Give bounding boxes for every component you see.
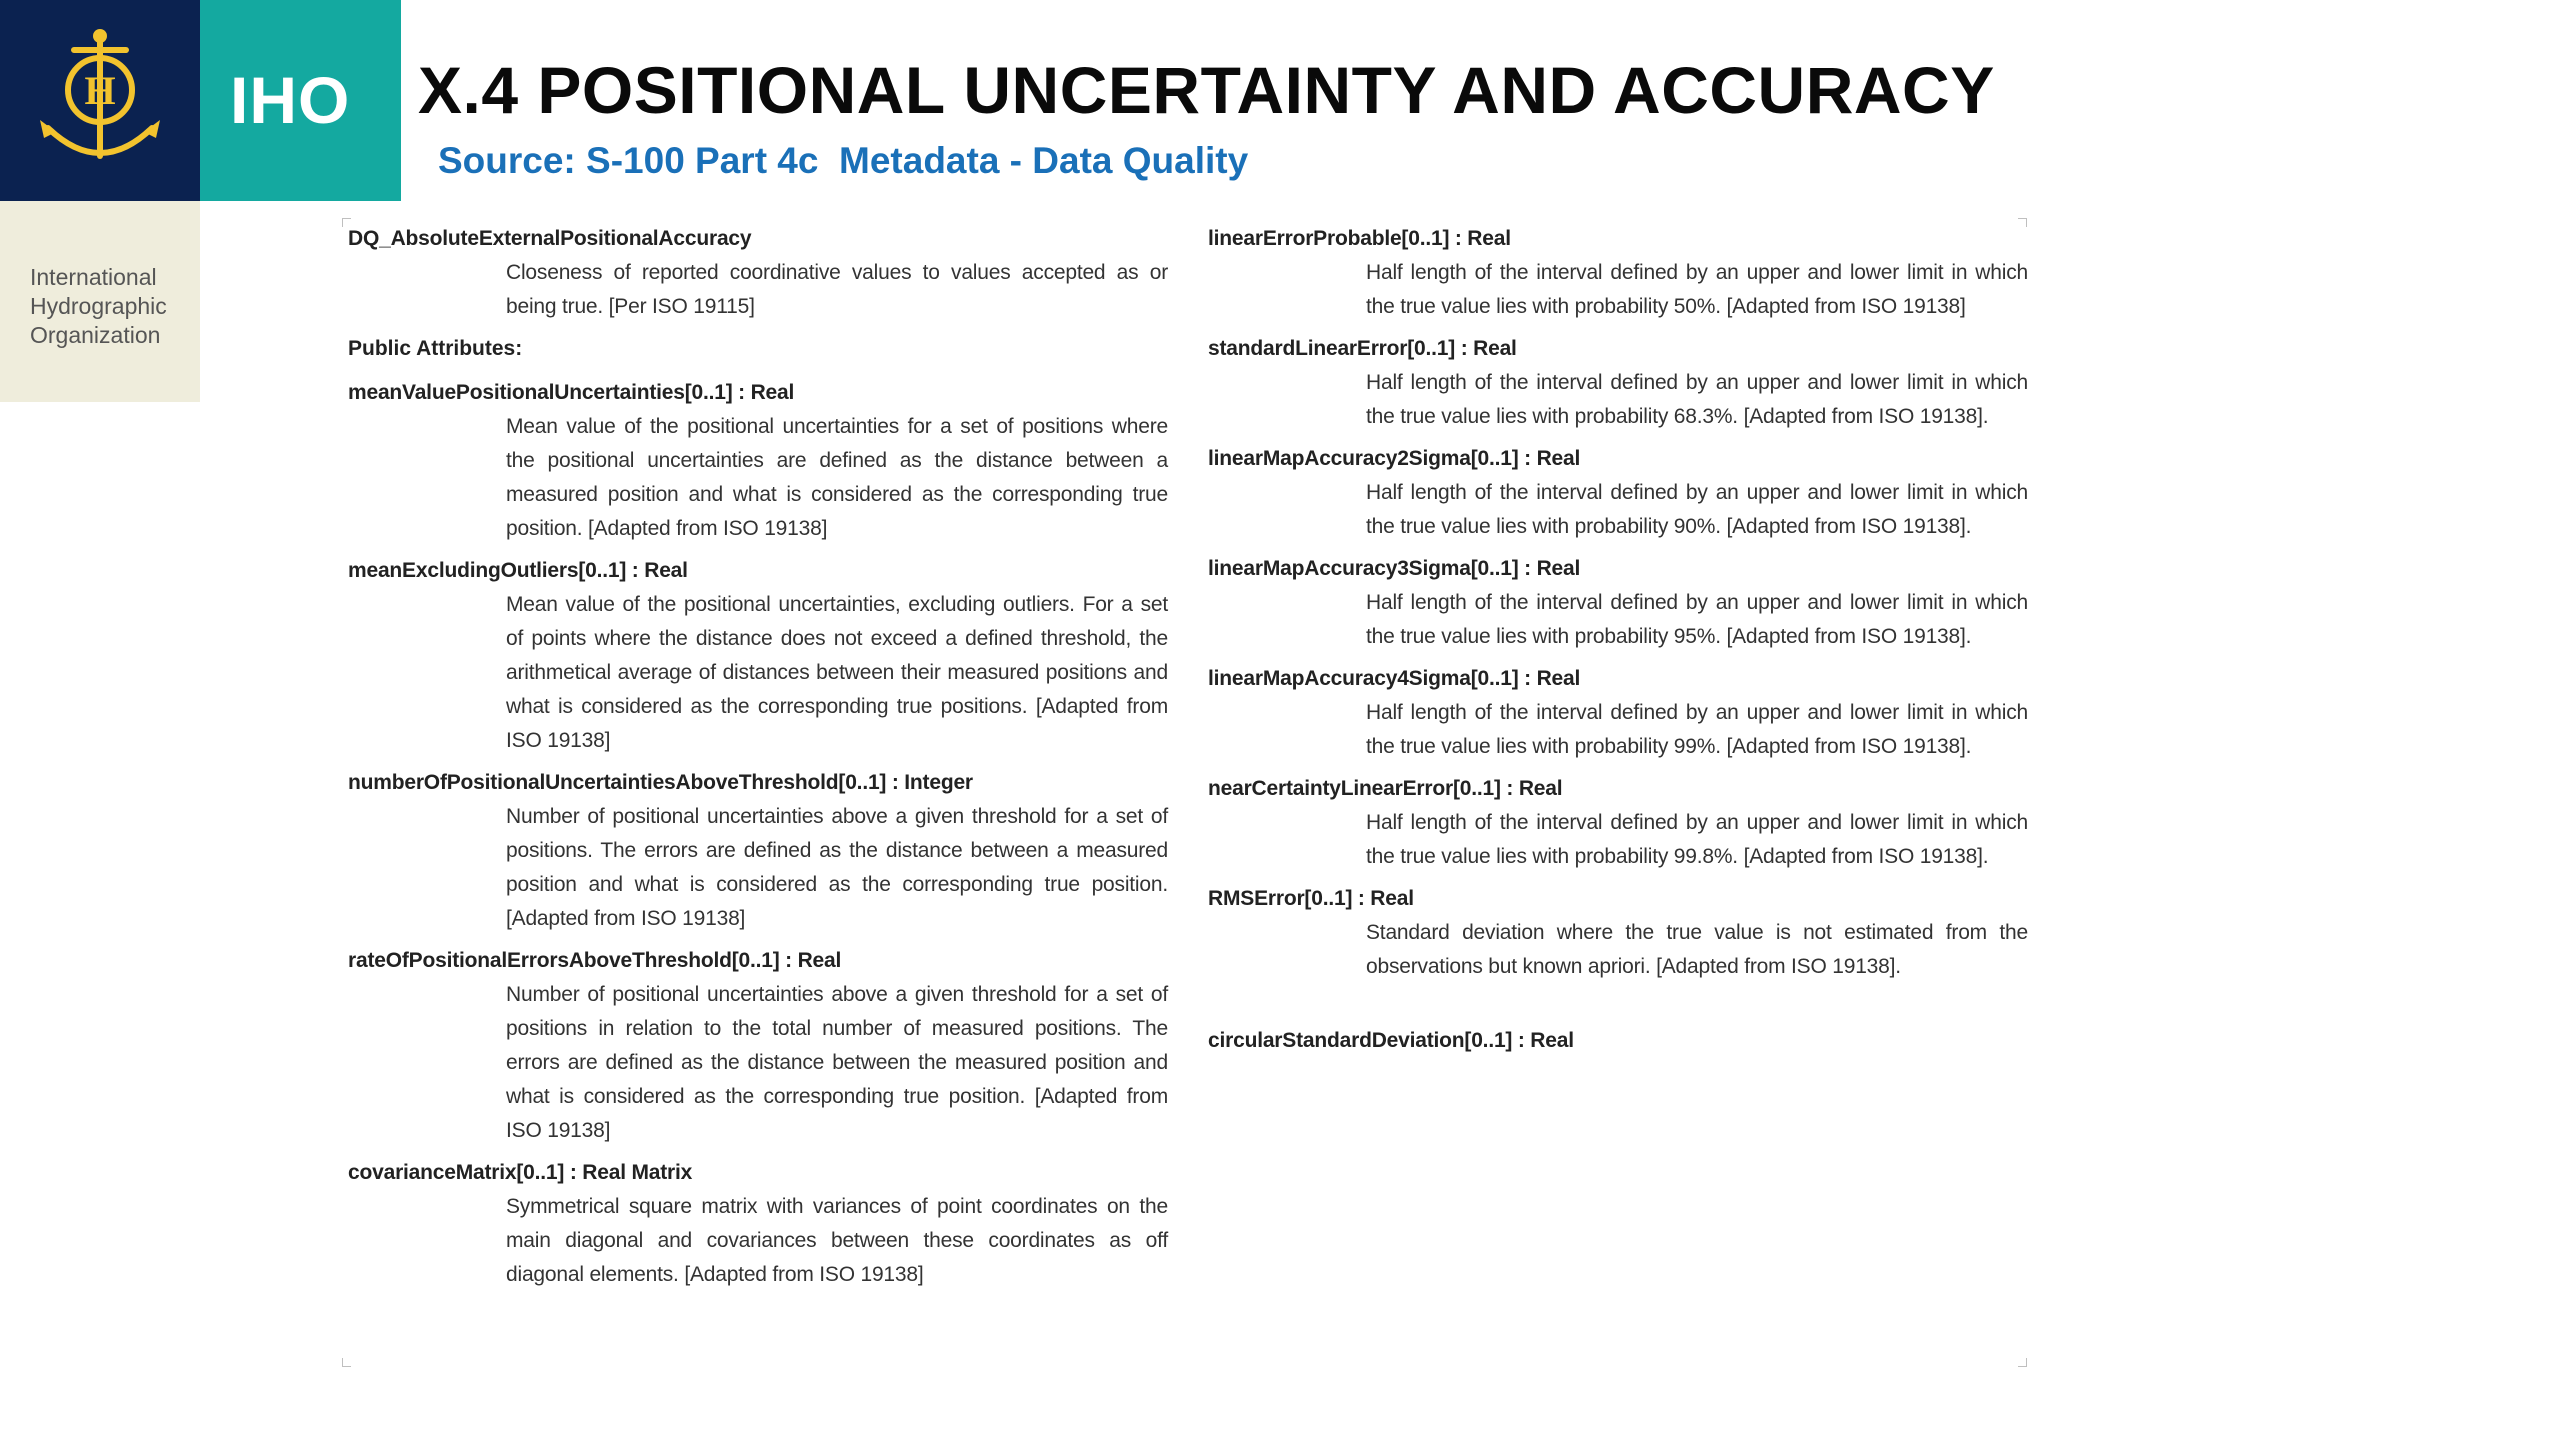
iho-emblem-block: [0, 0, 200, 201]
attribute-entry: [348, 376, 1168, 546]
attribute-title: linearMapAccuracy4Sigma[0..1] : Real: [1208, 667, 1581, 690]
attribute-entry: [348, 554, 1168, 758]
attribute-title: rateOfPositionalErrorsAboveThreshold[0..1] : Real: [348, 949, 842, 972]
attribute-description: Half length of the interval defined by an upper and lower limit in which the true value lies with probability 68.3%. [Adapted from ISO 19138].: [1366, 371, 2028, 428]
attribute-title: nearCertaintyLinearError[0..1] : Real: [1208, 777, 1563, 800]
iho-brand-block: [200, 0, 401, 201]
attribute-title: linearMapAccuracy3Sigma[0..1] : Real: [1208, 557, 1581, 580]
attribute-title: circularStandardDeviation[0..1] : Real: [1208, 1029, 1574, 1052]
attribute-entry: [1208, 442, 2028, 544]
corner-mark: [342, 1358, 351, 1367]
attribute-description: Mean value of the positional uncertainties, excluding outliers. For a set of points where the distance does not exceed a defined threshold, the arithmetical average of distances between their measured positions and what is considered as the corresponding true positions. [Adapted from ISO 19138]: [506, 593, 1168, 752]
attribute-title: standardLinearError[0..1] : Real: [1208, 337, 1517, 360]
attribute-description: Half length of the interval defined by an upper and lower limit in which the true value lies with probability 95%. [Adapted from ISO 19138].: [1366, 591, 2028, 648]
class-description: Closeness of reported coordinative values to values accepted as or being true. [Per ISO 19115]: [506, 261, 1168, 318]
attribute-entry: [1208, 662, 2028, 764]
attribute-description: Number of positional uncertainties above a given threshold for a set of positions. The errors are defined as the distance between a measured position and what is considered as the corresponding true position. [Adapted from ISO 19138]: [506, 805, 1168, 930]
attribute-description: Symmetrical square matrix with variances of point coordinates on the main diagonal and covariances between these coordinates as off diagonal elements. [Adapted from ISO 19138]: [506, 1195, 1168, 1286]
attribute-description: Standard deviation where the true value is not estimated from the observations but known apriori. [Adapted from ISO 19138].: [1366, 921, 2028, 978]
attribute-title: linearMapAccuracy2Sigma[0..1] : Real: [1208, 447, 1581, 470]
anchor-emblem-icon: [34, 28, 166, 170]
svg-text:H: H: [84, 68, 116, 113]
attribute-description: Half length of the interval defined by an upper and lower limit in which the true value lies with probability 50%. [Adapted from ISO 19138]: [1366, 261, 2028, 318]
attribute-description: Half length of the interval defined by an upper and lower limit in which the true value lies with probability 99.8%. [Adapted from ISO 19138].: [1366, 811, 2028, 868]
attribute-entry: [348, 944, 1168, 1148]
attribute-title: meanValuePositionalUncertainties[0..1] : Real: [348, 381, 795, 404]
attribute-description: Half length of the interval defined by an upper and lower limit in which the true value lies with probability 90%. [Adapted from ISO 19138].: [1366, 481, 2028, 538]
page-title: X.4 POSITIONAL UNCERTAINTY AND ACCURACY: [418, 53, 1995, 127]
section-label: Public Attributes:: [348, 337, 523, 360]
attribute-title: numberOfPositionalUncertaintiesAboveThreshold[0..1] : Integer: [348, 771, 973, 794]
iho-logo-text: IHO: [230, 63, 351, 137]
attribute-description: Half length of the interval defined by an upper and lower limit in which the true value lies with probability 99%. [Adapted from ISO 19138].: [1366, 701, 2028, 758]
attribute-entry: [348, 766, 1168, 936]
attribute-title: linearErrorProbable[0..1] : Real: [1208, 227, 1511, 250]
attribute-entry: [1208, 772, 2028, 874]
attribute-title: meanExcludingOutliers[0..1] : Real: [348, 559, 688, 582]
attribute-entry: [1208, 552, 2028, 654]
page-subtitle: Source: S-100 Part 4c Metadata - Data Quality: [438, 140, 1249, 181]
left-column: [348, 222, 1168, 1300]
attribute-title: covarianceMatrix[0..1] : Real Matrix: [348, 1161, 693, 1184]
attribute-description: Mean value of the positional uncertainties for a set of positions where the positional uncertainties are defined as the distance between a measured position and what is considered as the corresponding true position. [Adapted from ISO 19138]: [506, 415, 1168, 540]
attribute-entry: [1208, 332, 2028, 434]
attribute-description: Number of positional uncertainties above a given threshold for a set of positions in relation to the total number of measured positions. The errors are defined as the distance between the measured position and what is considered as the corresponding true position. [Adapted from ISO 19138]: [506, 983, 1168, 1142]
attribute-entry: [348, 1156, 1168, 1292]
attribute-entry: [1208, 1024, 2028, 1058]
corner-mark: [2018, 1358, 2027, 1367]
attribute-entry: [1208, 222, 2028, 324]
attribute-entry: [1208, 882, 2028, 984]
class-entry: [348, 222, 1168, 324]
class-name: DQ_AbsoluteExternalPositionalAccuracy: [348, 227, 752, 250]
org-name: International Hydrographic Organization: [30, 264, 167, 348]
right-column: [1208, 222, 2028, 1066]
org-name-block: [0, 201, 200, 402]
attribute-title: RMSError[0..1] : Real: [1208, 887, 1414, 910]
